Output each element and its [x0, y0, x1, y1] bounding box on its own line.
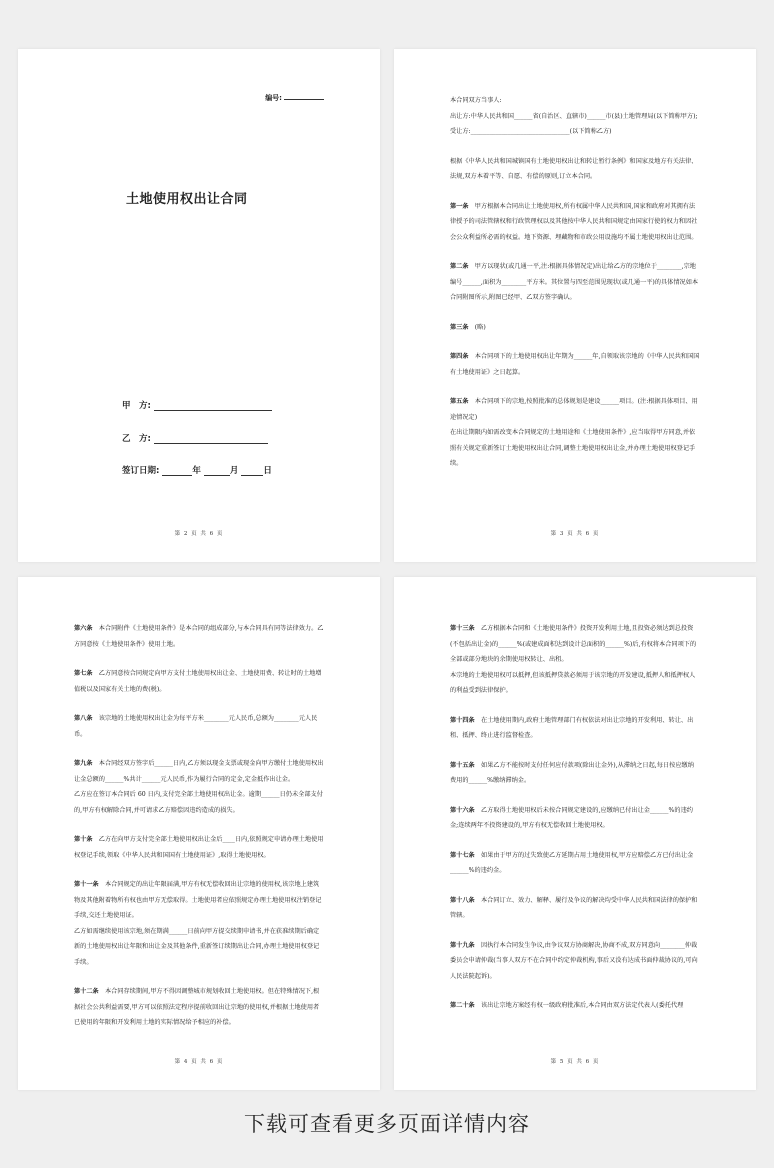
page-number: 第 5 页 共 6 页 [550, 1059, 600, 1065]
clause-label: 第十四条 [450, 716, 475, 724]
year-blank [162, 466, 192, 476]
clause-label: 第七条 [74, 670, 93, 677]
clause-paragraph [450, 621, 700, 668]
paragraph-gap [74, 742, 324, 756]
paragraph-gap [450, 789, 700, 803]
party-b-blank [154, 434, 268, 444]
day-blank [241, 466, 263, 476]
clause-label: 第三条 [450, 323, 469, 331]
clause-label: 第十二条 [74, 988, 99, 995]
paragraph-gap [74, 970, 324, 984]
clause-text: 乙方取得土地使用权后未按合同规定建设的,应缴纳已付出让金______%的违约金;连续两年不投资建设的,甲方有权无偿收回土地使用权。 [450, 806, 693, 829]
clause-label: 第十九条 [450, 941, 475, 949]
clause-paragraph [450, 320, 700, 336]
clause-text: 如果乙方不能按时支付任何应付款项(除出让金外),从滞纳之日起,每日按应缴纳费用的______%缴纳滞纳金。 [450, 761, 694, 784]
clause-label: 第二十条 [450, 1002, 475, 1009]
paragraph-gap [450, 140, 700, 154]
page-number: 第 4 页 共 6 页 [174, 1059, 224, 1065]
party-a-blank [154, 401, 272, 411]
party-b-label: 乙 方: [122, 434, 151, 444]
clause-text: 乙方同意按合同规定向甲方支付土地使用权出让金、土地使用费、转让时的土地增值税以及国家有关土地的费(税)。 [74, 670, 322, 693]
clause-text: 乙方根据本合同和《土地使用条件》投资开发利用土地,且投资必须达到总投资(不包括出让金)的______%(或建成面积达到设计总面积的______%)后,有权将本合同项下的全部或部分地块的余期使用权转让、出租。 [450, 625, 697, 663]
clause-paragraph [450, 259, 700, 306]
clause-label: 第十七条 [450, 851, 475, 859]
clause-text: 根据《中华人民共和国城镇国有土地使用权出让和转让暂行条例》和国家及地方有关法律、法规,双方本着平等、自愿、有偿的原则,订立本合同。 [450, 157, 698, 180]
clause-text: 本合同项下的宗地,按照批准的总体规划是建设______项目。(注:根据具体项目、用途情况定) [450, 398, 698, 421]
document-page-5 [394, 577, 756, 1090]
page-body [74, 621, 324, 1031]
paragraph-gap [450, 879, 700, 893]
clause-text: 如果由于甲方的过失致使乙方延期占用土地使用权,甲方应赔偿乙方已付出让金______%的违约金。 [450, 851, 694, 874]
page-number: 第 3 页 共 6 页 [550, 531, 600, 537]
sign-date-label: 签订日期: [122, 466, 160, 476]
paragraph-gap [74, 652, 324, 666]
clause-label: 第四条 [450, 353, 469, 360]
clause-paragraph [450, 713, 700, 744]
clause-text: 因执行本合同发生争议,由争议双方协商解决,协商不成,双方同意向________仲裁委员会申请仲裁(当事人双方不在合同中约定仲裁机构,事后又没有达成书面仲裁协议的,可向人民法院起诉)。 [450, 941, 698, 980]
paragraph-gap [74, 818, 324, 832]
clause-paragraph [450, 425, 700, 472]
clause-label: 第十三条 [450, 625, 475, 632]
clause-text: 本合同订立、效力、解释、履行及争议的解决均受中华人民共和国法律的保护和管辖。 [450, 896, 698, 919]
paragraph-gap [450, 984, 700, 998]
clause-label: 第十六条 [450, 806, 475, 814]
clause-paragraph [450, 199, 700, 246]
clause-text: (略) [474, 323, 486, 331]
party-b-field [122, 432, 268, 444]
download-more-link[interactable]: 下载可查看更多页面详情内容 [244, 1112, 530, 1136]
clause-paragraph [450, 938, 700, 985]
clause-paragraph [74, 984, 324, 1031]
contract-number-label: 编号: [265, 94, 282, 102]
day-label: 日 [263, 466, 272, 476]
year-label: 年 [192, 466, 201, 476]
clause-label: 第十八条 [450, 896, 475, 904]
clause-paragraph [450, 848, 700, 879]
clause-paragraph [74, 711, 324, 742]
clause-text: 乙方如需继续使用该宗地,须在期满______日前向甲方提交续期申请书,并在获准续期后确定新的土地使用权出让年限和出让金及其他条件,重新签订续期出让合同,办理土地使用权登记手续。 [74, 927, 320, 966]
clause-text: 甲方以现状(或几通一平,注:根据具体情况定)出让给乙方的宗地位于________,宗地编号______,面积为________平方米。其位置与四至范围见现状(或几通一平)的具体情况如本合同附图所示,附图已经甲、乙双方签字确认。 [450, 263, 699, 301]
paragraph-gap [450, 245, 700, 259]
intro-paragraph [450, 124, 700, 140]
clause-text: 在土地使用期内,政府土地管理部门有权依法对出让宗地的开发利用、转让、出租、抵押、终止进行监督检查。 [450, 716, 694, 739]
page-number: 第 2 页 共 6 页 [174, 531, 224, 537]
clause-paragraph [450, 758, 700, 789]
document-page-4 [18, 577, 380, 1090]
paragraph-gap [450, 744, 700, 758]
clause-paragraph [450, 668, 700, 699]
paragraph-gap [450, 380, 700, 394]
page-body [450, 93, 700, 472]
clause-paragraph [74, 832, 324, 863]
clause-paragraph [450, 394, 700, 425]
clause-paragraph [74, 621, 324, 652]
month-blank [204, 466, 230, 476]
paragraph-gap [74, 697, 324, 711]
clause-label: 第八条 [74, 715, 93, 722]
intro-paragraph [450, 93, 700, 109]
clause-label: 第九条 [74, 760, 93, 767]
paragraph-gap [450, 699, 700, 713]
clause-text: 甲方根据本合同出让土地使用权,所有权属中华人民共和国,国家和政府对其拥有法律授予的司法管辖权和行政管理权以及其他按中华人民共和国规定由国家行使的权力和因社会公众利益所必需的权益。地下资源、埋藏物和市政公用设施均不属土地使用权出让范围。 [450, 202, 698, 241]
clause-paragraph [74, 877, 324, 924]
document-title: 土地使用权出让合同 [126, 192, 248, 207]
clause-text: 本合同双方当事人: [450, 97, 502, 104]
clause-label: 第五条 [450, 398, 469, 405]
paragraph-gap [450, 834, 700, 848]
paragraph-gap [450, 335, 700, 349]
contract-number [265, 93, 324, 103]
clause-label: 第六条 [74, 625, 93, 632]
clause-paragraph [74, 787, 324, 818]
clause-label: 第十条 [74, 836, 93, 843]
clause-text: 该宗地的土地使用权出让金为每平方米________元人民币,总额为________元人民币。 [74, 715, 318, 738]
paragraph-gap [74, 863, 324, 877]
clause-paragraph [450, 998, 700, 1014]
paragraph-gap [450, 306, 700, 320]
paragraph-gap [450, 924, 700, 938]
document-page-3 [394, 49, 756, 562]
clause-paragraph [74, 666, 324, 697]
clause-label: 第十一条 [74, 881, 99, 888]
contract-number-blank [284, 93, 324, 100]
clause-text: 乙方在向甲方支付完全部土地使用权出让金后____日内,依照规定申请办理土地使用权登记手续,领取《中华人民共和国国有土地使用证》,取得土地使用权。 [74, 836, 324, 859]
sign-date-field [122, 464, 272, 476]
clause-text: 该出让宗地方案经有权一级政府批准后,本合同由双方法定代表人(委托代理 [480, 1002, 684, 1009]
clause-paragraph [74, 756, 324, 787]
clause-text: 本合同经双方签字后______日内,乙方须以现金支票或现金向甲方缴付土地使用权出让金总额的______%共计______元人民币,作为履行合同的定金,定金抵作出让金。 [74, 760, 324, 783]
clause-paragraph [450, 893, 700, 924]
clause-text: 本合同项下的土地使用权出让年期为______年,自领取该宗地的《中华人民共和国国有土地使用证》之日起算。 [450, 353, 700, 376]
clause-paragraph [74, 924, 324, 971]
document-page-cover [18, 49, 380, 562]
clause-text: 本合同附件《土地使用条件》是本合同的组成部分,与本合同具有同等法律效力。乙方同意按《土地使用条件》使用土地。 [74, 625, 324, 648]
clause-text: 本合同存续期间,甲方不得因调整城市规划收回土地使用权。但在特殊情况下,根据社会公共利益需要,甲方可以依照法定程序提前收回出让宗地的使用权,并根据土地使用者已使用的年限和开发利用土地的实际情况给予相应的补偿。 [74, 988, 320, 1026]
clause-label: 第十五条 [450, 761, 475, 769]
clause-text: 受让方:________________________________(以下简称乙方) [450, 128, 612, 135]
party-a-field [122, 399, 272, 411]
clause-paragraph [450, 349, 700, 380]
page-body [450, 621, 700, 1014]
intro-paragraph [450, 109, 700, 125]
clause-label: 第一条 [450, 202, 469, 210]
clause-paragraph [450, 803, 700, 834]
month-label: 月 [229, 466, 239, 476]
clause-text: 本宗地的土地使用权可以抵押,但该抵押贷款必须用于该宗地的开发建设,抵押人和抵押权人的利益受到法律保护。 [450, 671, 696, 694]
clause-text: 在出让期限内如需改变本合同规定的土地用途和《土地使用条件》,应当取得甲方同意,并依照有关规定重新签订土地使用权出让合同,调整土地使用权出让金,并办理土地使用权登记手续。 [450, 429, 696, 467]
clause-text: 出让方:中华人民共和国______省(自治区、直辖市)______市(县)土地管理局(以下简称甲方); [450, 112, 698, 120]
clause-text: 本合同规定的出让年限届满,甲方有权无偿收回出让宗地的使用权,该宗地上建筑物及其他附着物所有权也由甲方无偿取得。土地使用者应依照规定办理土地使用权注销登记手续,交还土地使用证。 [74, 881, 322, 919]
clause-text: 乙方应在签订本合同后 60 日内,支付完全部土地使用权出让金。逾期______日仍未全部支付的,甲方有权解除合同,并可请求乙方赔偿因违约造成的损失。 [74, 791, 323, 814]
paragraph-gap [450, 185, 700, 199]
intro-paragraph [450, 154, 700, 185]
party-a-label: 甲 方: [122, 401, 151, 411]
clause-label: 第二条 [450, 263, 469, 270]
